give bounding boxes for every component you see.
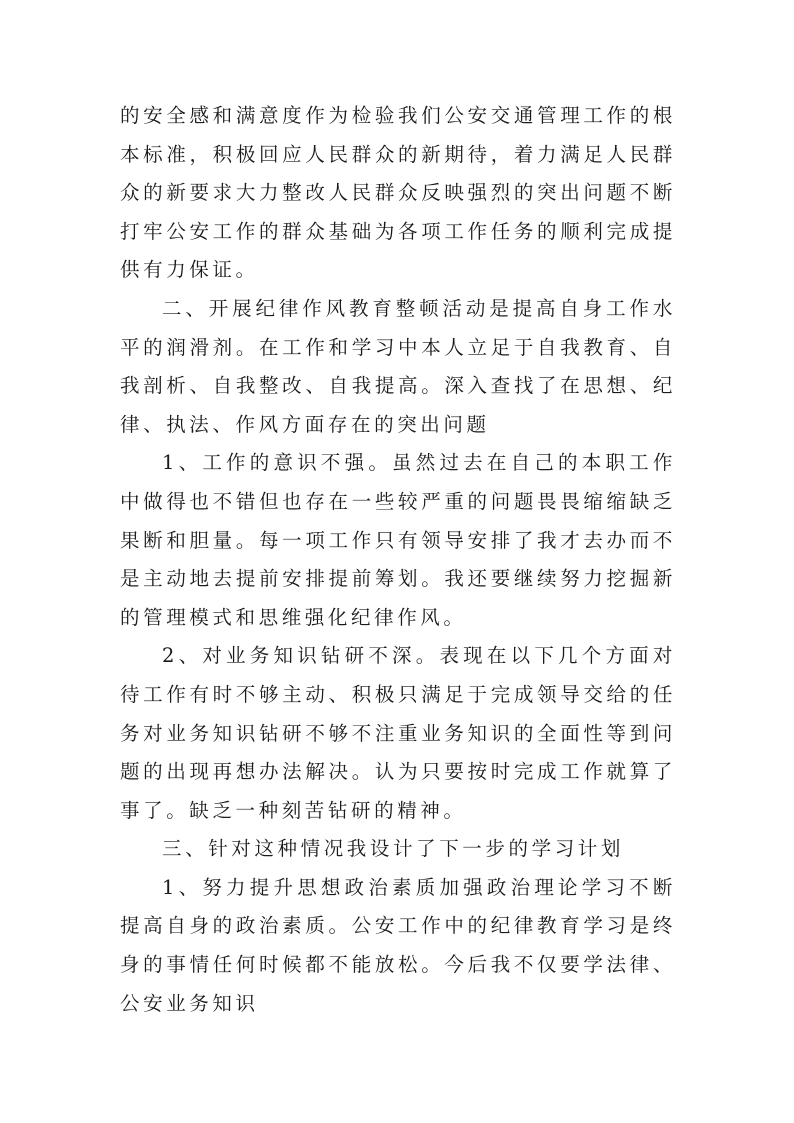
paragraph-3: 1、工作的意识不强。虽然过去在自己的本职工作中做得也不错但也存在一些较严重的问题畏畏缩缩缺乏果断和胆量。每一项工作只有领导安排了我才去办而不是主动地去提前安排提前筹划。我还要继续努力挖掘新的管理模式和思维强化纪律作风。 [120,451,676,629]
document-page [120,97,676,1023]
paragraph-6: 1、努力提升思想政治素质加强政治理论学习不断提高自身的政治素质。公安工作中的纪律教育学习是终身的事情任何时候都不能放松。今后我不仅要学法律、公安业务知识 [120,875,676,1015]
paragraph-1: 的安全感和满意度作为检验我们公安交通管理工作的根本标准，积极回应人民群众的新期待，着力满足人民群众的新要求大力整改人民群众反映强烈的突出问题不断打牢公安工作的群众基础为各项工作任务的顺利完成提供有力保证。 [120,104,676,282]
paragraph-5: 三、针对这种情况我设计了下一步的学习计划 [162,837,625,861]
paragraph-4: 2、对业务知识钻研不深。表现在以下几个方面对待工作有时不够主动、积极只满足于完成领导交给的任务对业务知识钻研不够不注重业务知识的全面性等到问题的出现再想办法解决。认为只要按时完成工作就算了事了。缺乏一种刻苦钻研的精神。 [120,644,676,822]
paragraph-2: 二、开展纪律作风教育整顿活动是提高自身工作水平的润滑剂。在工作和学习中本人立足于自我教育、自我剖析、自我整改、自我提高。深入查找了在思想、纪律、执法、作风方面存在的突出问题 [120,296,676,436]
